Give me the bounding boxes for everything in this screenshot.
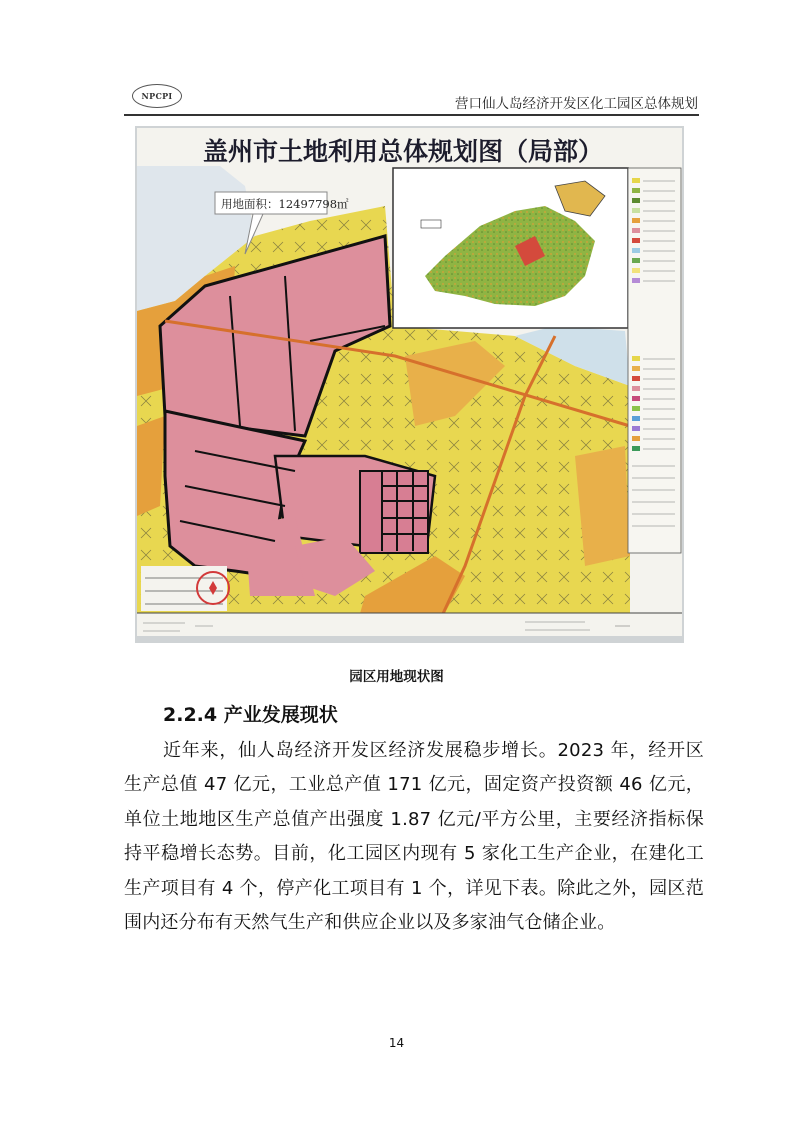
land-use-map-image [135,126,684,643]
header-divider [124,114,699,116]
area-label: 用地面积：12497798㎡ [221,197,349,211]
section-heading: 2.2.4 产业发展现状 [163,704,338,726]
body-paragraph: 近年来，仙人岛经济开发区经济发展稳步增长。2023 年，经开区生产总值 47 亿元，工业总产值 171 亿元，固定资产投资额 46 亿元，单位土地地区生产总值产出强度 1.87 亿元/平方公里，主要经济指标保持平稳增长态势。目前，化工园区内现有 5 家化工生产企业，在建化工生产项目有 4 个，停产化工项目有 1 个，详见下表。除此之外，园区范围内还分布有天然气生产和供应企业以及多家油气仓储企业。 [124,740,704,934]
page-number: 14 [388,1036,405,1050]
npcpi-logo [132,84,182,108]
header-title: 营口仙人岛经济开发区化工园区总体规划 [455,96,698,112]
location-inset-map [393,168,628,328]
figure-caption: 园区用地现状图 [349,669,444,685]
map-title: 盖州市土地利用总体规划图（局部） [203,137,604,166]
map-legend [628,168,681,553]
logo-text: NPCPI [141,91,173,101]
